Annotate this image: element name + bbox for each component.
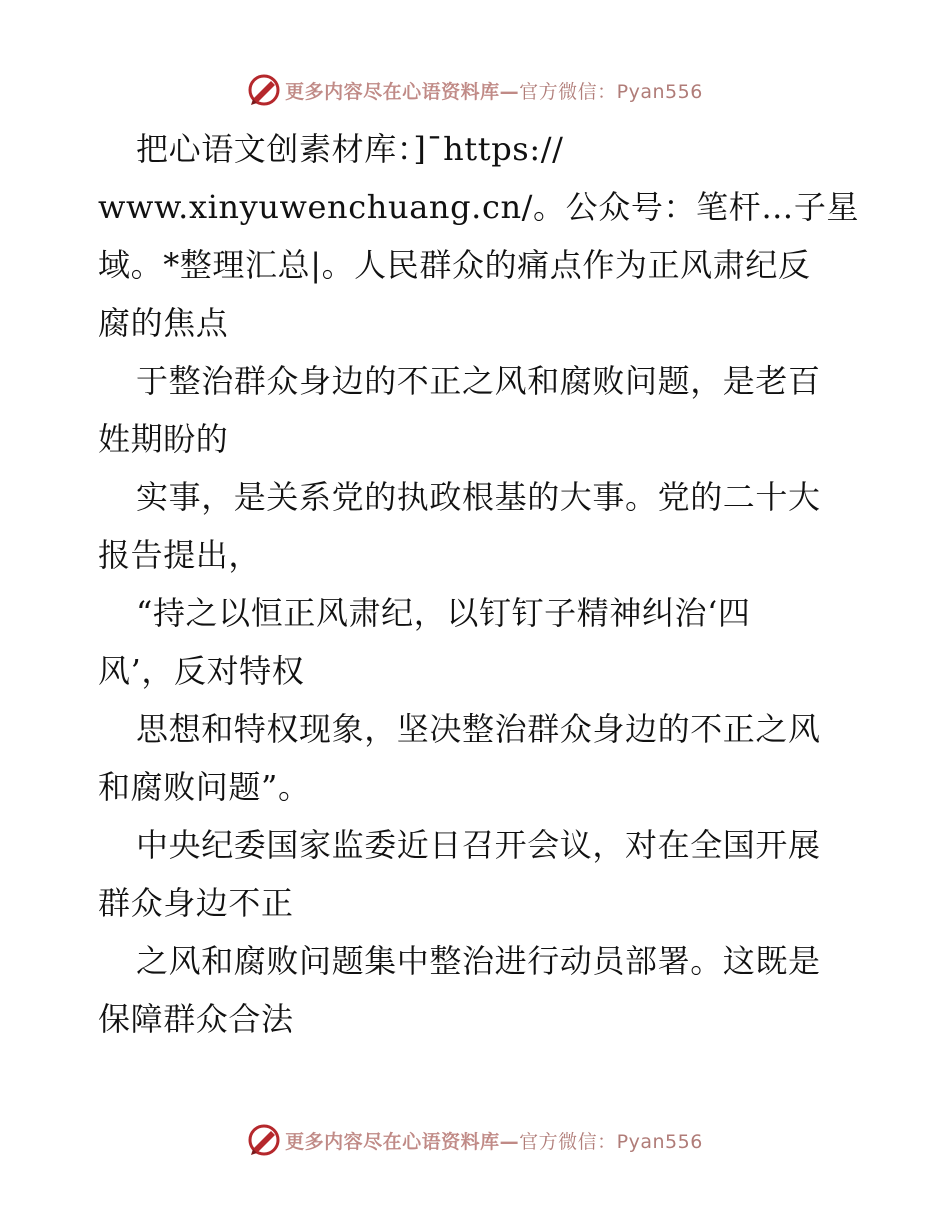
text-line: 腐的焦点 [98, 304, 229, 342]
text-line: 域。*整理汇总|。人民群众的痛点作为正风肃纪反 [98, 246, 811, 284]
text-line: 思想和特权现象，坚决整治群众身边的不正之风 [136, 710, 821, 748]
footer-slogan: 更多内容尽在心语资料库— [285, 1130, 520, 1153]
header-slogan: 更多内容尽在心语资料库— [285, 80, 520, 103]
document-body [98, 120, 858, 1048]
pen-logo-icon [247, 73, 281, 107]
header-wechat: 官方微信：Pyan556 [519, 80, 703, 103]
text-line: 保障群众合法 [98, 1000, 294, 1038]
text-line: 把心语文创素材库：]¯https:// [136, 130, 564, 168]
text-line: 于整治群众身边的不正之风和腐败问题，是老百 [136, 362, 821, 400]
text-line: 之风和腐败问题集中整治进行动员部署。这既是 [136, 942, 821, 980]
footer-wechat: 官方微信：Pyan556 [519, 1130, 703, 1153]
text-line: 实事，是关系党的执政根基的大事。党的二十大 [136, 478, 821, 516]
text-line: 中央纪委国家监委近日召开会议，对在全国开展 [136, 826, 821, 864]
pen-logo-icon [247, 1123, 281, 1157]
header-watermark [0, 70, 950, 110]
text-line: “持之以恒正风肃纪，以钉钉子精神纠治‘四 [136, 594, 751, 632]
text-line: 风’，反对特权 [98, 652, 305, 690]
text-line: 群众身边不正 [98, 884, 294, 922]
text-line: 和腐败问题”。 [98, 768, 311, 806]
text-line: www.xinyuwenchuang.cn/。公众号：笔杆…子星 [98, 188, 860, 226]
text-line: 姓期盼的 [98, 420, 229, 458]
footer-watermark [0, 1120, 950, 1160]
text-line: 报告提出， [98, 536, 262, 574]
